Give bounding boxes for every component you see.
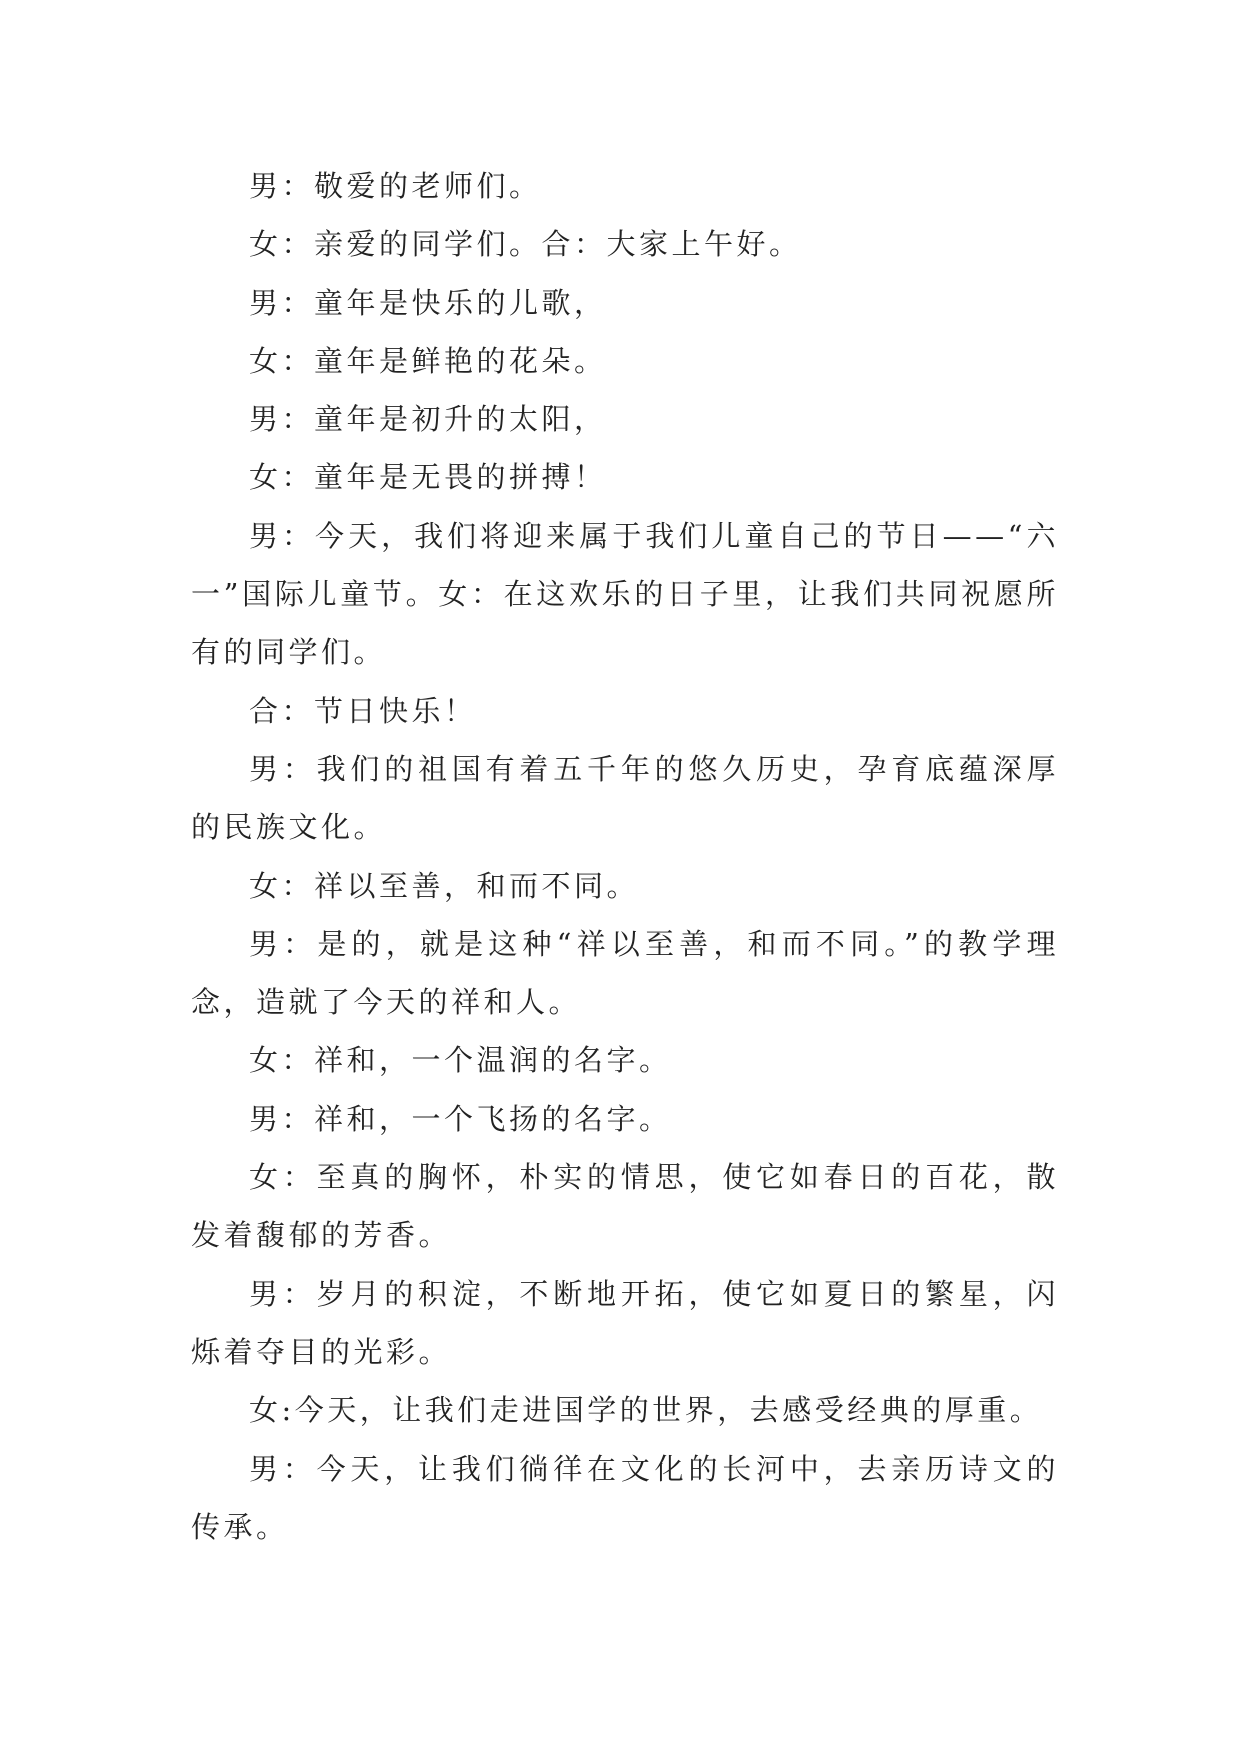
paragraph: 女：祥以至善，和而不同。	[249, 868, 640, 903]
paragraph: 男：敬爱的老师们。	[249, 169, 542, 203]
paragraph: 女:今天，让我们走进国学的世界，去感受经典的厚重。	[249, 1393, 1043, 1428]
paragraph: 女：童年是鲜艳的花朵。	[249, 343, 607, 378]
paragraph: 合：节日快乐！	[249, 693, 477, 728]
paragraph: 男：祥和，一个飞扬的名字。	[249, 1101, 672, 1136]
paragraph: 女：至真的胸怀，朴实的情思，使它如春日的百花，散发着馥郁的芳香。	[191, 1160, 1059, 1253]
paragraph: 男：今天，让我们徜徉在文化的长河中，去亲历诗文的传承。	[191, 1451, 1059, 1544]
paragraph: 女：亲爱的同学们。合：大家上午好。	[249, 227, 802, 262]
paragraph: 女：童年是无畏的拼搏！	[249, 460, 607, 495]
paragraph: 男：童年是快乐的儿歌，	[249, 285, 607, 320]
paragraph: 男：今天，我们将迎来属于我们儿童自己的节日——“六一”国际儿童节。女：在这欢乐的日子里，让我们共同祝愿所有的同学们。	[191, 518, 1059, 670]
paragraph: 男：我们的祖国有着五千年的悠久历史，孕育底蕴深厚的民族文化。	[191, 751, 1059, 845]
paragraph: 男：岁月的积淀，不断地开拓，使它如夏日的繁星，闪烁着夺目的光彩。	[191, 1276, 1059, 1369]
paragraph: 男：童年是初升的太阳，	[249, 402, 607, 437]
paragraph: 男：是的，就是这种“祥以至善，和而不同。”的教学理念，造就了今天的祥和人。	[191, 926, 1059, 1020]
paragraph: 女：祥和，一个温润的名字。	[249, 1043, 672, 1078]
document-body	[191, 157, 1059, 1556]
